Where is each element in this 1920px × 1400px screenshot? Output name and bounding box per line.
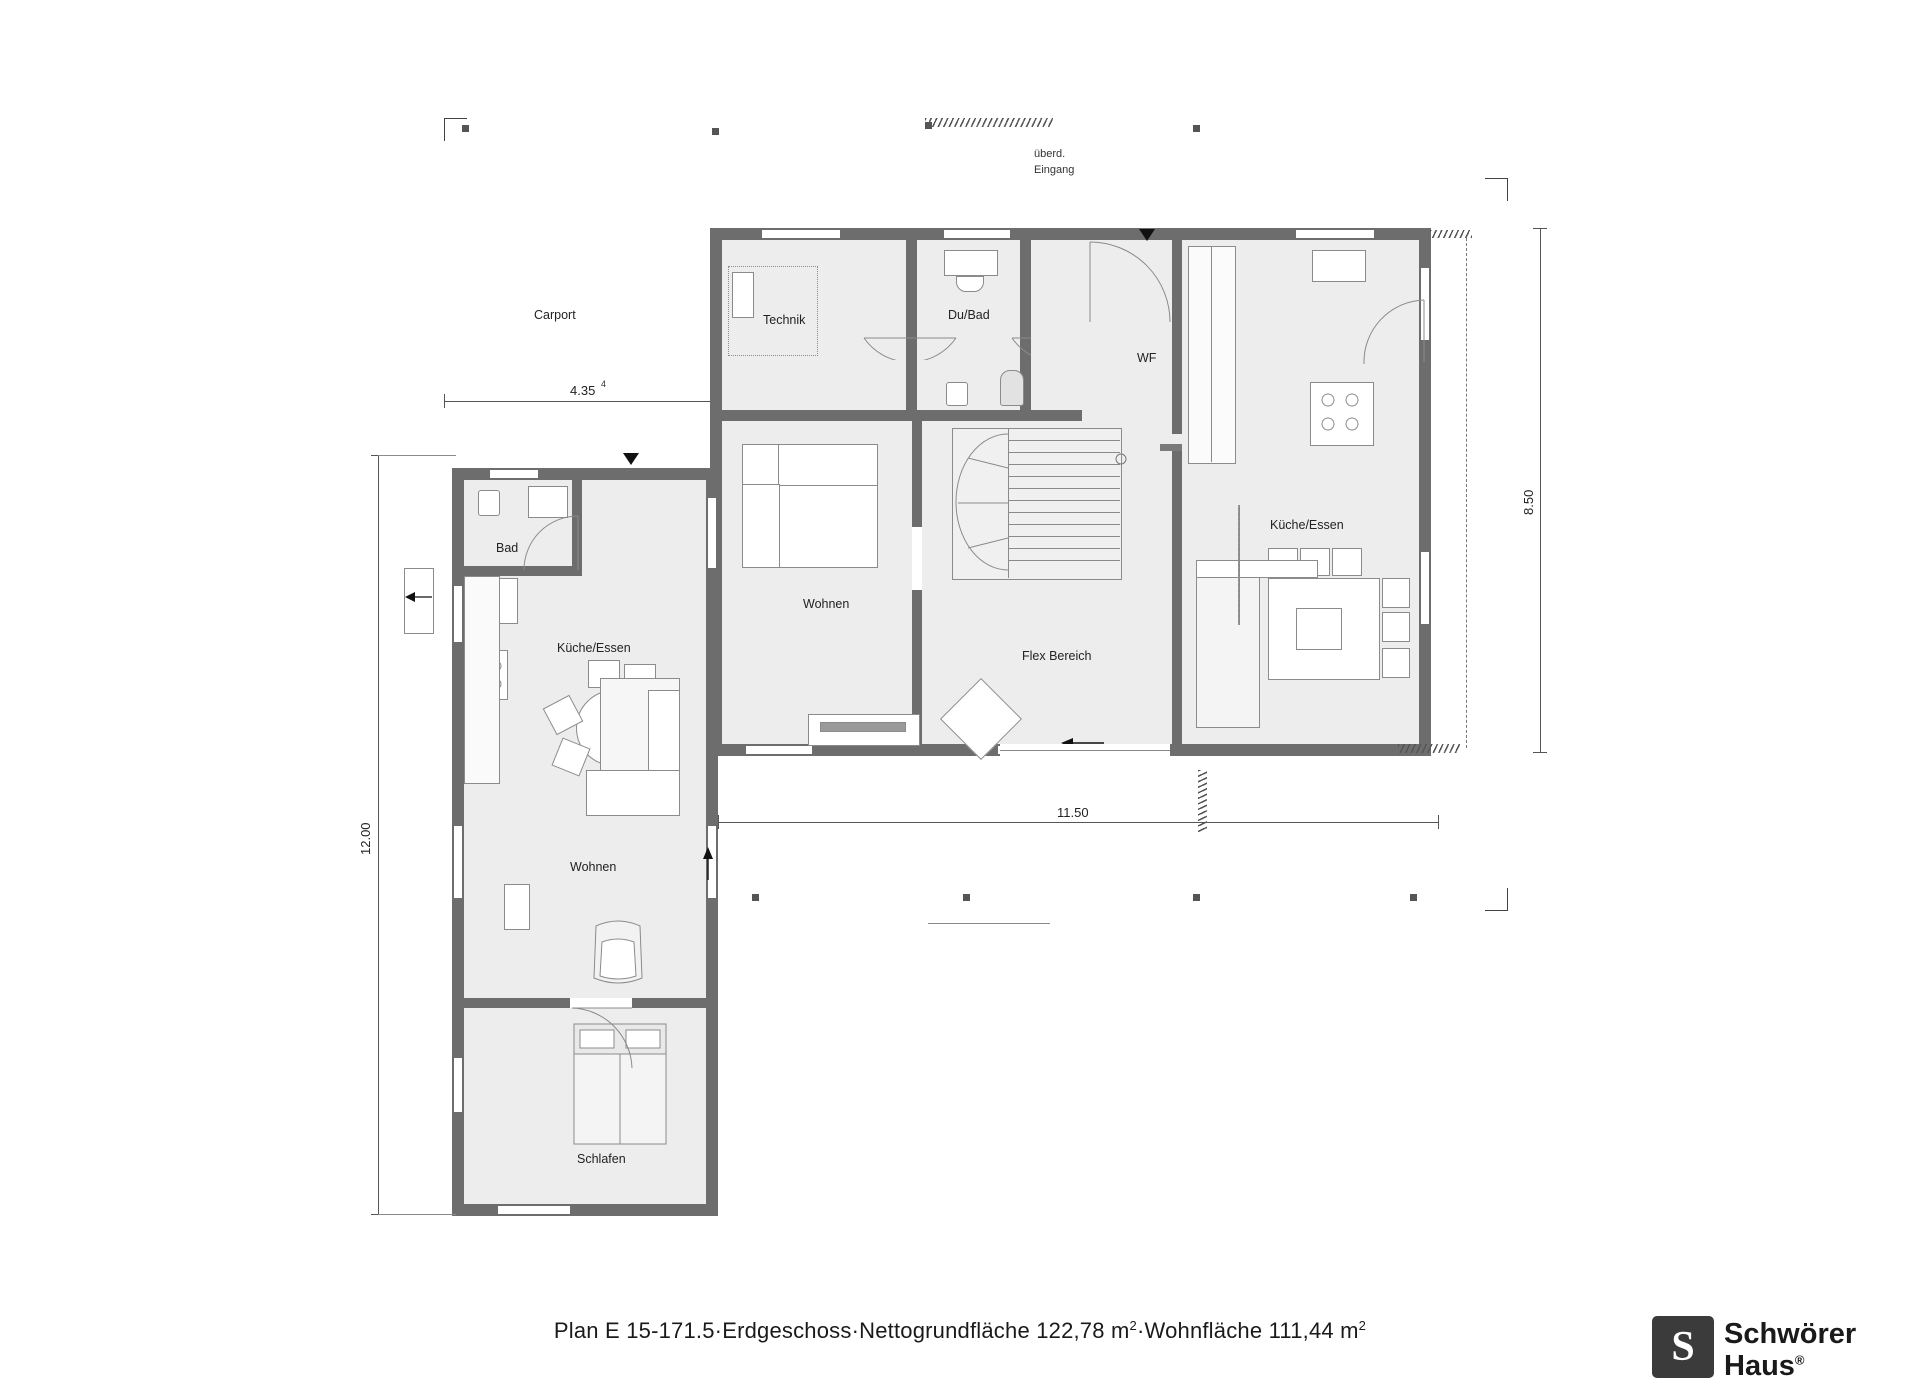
bench-right	[1196, 566, 1260, 728]
stair-step	[1008, 524, 1120, 525]
logo-line-2	[1724, 1350, 1805, 1383]
window-main-top-1	[762, 230, 840, 238]
stair-step	[1008, 560, 1120, 561]
stair-step	[1008, 464, 1120, 465]
stair-step	[1008, 536, 1120, 537]
wall-kitchen-stub	[1160, 444, 1182, 451]
dimension-top-horizontal: 4.35	[570, 383, 596, 398]
site-marker	[1193, 125, 1200, 132]
stair-step	[1008, 512, 1120, 513]
stair-step	[1008, 476, 1120, 477]
room-label-bad: Bad	[496, 541, 519, 555]
window-main-top-3	[1296, 230, 1374, 238]
logo-line-1: Schwörer	[1724, 1318, 1857, 1350]
door-swing-schlafen	[570, 1006, 636, 1072]
sofa-left-seat	[648, 690, 680, 776]
kitchen-unit-split	[1211, 246, 1212, 462]
sliding-door-line	[1000, 750, 1170, 751]
room-label-technik: Technik	[763, 313, 806, 327]
door-swing-dubad	[860, 280, 960, 360]
caption-living-area-sup: 2	[1358, 1318, 1367, 1333]
sofa-middle-seat	[778, 444, 878, 486]
bathroom-vanity	[944, 250, 998, 276]
window-left-wing-bottom	[498, 1206, 570, 1214]
dimension-right-vertical: 8.50	[1521, 489, 1536, 515]
entrance-hatch	[925, 118, 1053, 127]
plan-caption	[0, 1318, 1920, 1344]
desk-left	[504, 884, 530, 930]
bathroom-shower	[1000, 370, 1024, 406]
dimension-line-right	[1540, 228, 1541, 753]
caption-sep-1: ·	[714, 1318, 723, 1344]
window-left-wing-top	[490, 470, 538, 478]
window-left-wing-left-2	[454, 826, 462, 898]
stair-step	[1008, 452, 1120, 453]
terrace-hatch-bottom-mid	[1198, 770, 1207, 832]
caption-net-area-sup: 2	[1129, 1318, 1137, 1333]
site-marker	[1410, 894, 1417, 901]
caption-floor: Erdgeschoss	[722, 1318, 852, 1344]
room-label-ueberd-eingang-line2: Eingang	[1034, 164, 1075, 176]
wall-kitchen-left-lower	[1172, 450, 1182, 748]
site-marker	[963, 894, 970, 901]
dimension-tick-right-bottom	[1533, 752, 1547, 753]
bathroom-toilet-left	[478, 490, 500, 516]
door-gap-wohnen	[912, 527, 922, 590]
site-marker	[752, 894, 759, 901]
wall-left-wing-bottom	[452, 1204, 718, 1216]
dimension-tick-top-left	[444, 394, 445, 408]
dining-chair	[1382, 648, 1410, 678]
dimension-tick-right-top	[1533, 228, 1547, 229]
room-label-flex-bereich: Flex Bereich	[1022, 649, 1092, 663]
site-line-bottom	[928, 923, 1050, 924]
site-corner-bottom-right	[1485, 888, 1508, 911]
guide-line-left-bottom	[378, 1214, 456, 1215]
logo-mark: S	[1671, 1324, 1695, 1370]
room-label-kueche-essen-right: Küche/Essen	[1270, 518, 1344, 532]
stair-step	[1008, 500, 1120, 501]
dimension-left-vertical: 12.00	[358, 822, 373, 855]
window-main-top-2	[944, 230, 1010, 238]
room-label-wohnen-mitte: Wohnen	[803, 597, 850, 611]
caption-sep-2: ·	[851, 1318, 860, 1344]
arrow-exterior-left	[404, 590, 434, 604]
room-label-carport: Carport	[534, 308, 576, 322]
dining-chair	[1382, 612, 1410, 642]
window-main-right-2	[1421, 552, 1429, 624]
logo-line-2-text: Haus	[1724, 1350, 1795, 1382]
kitchen-run-left	[464, 576, 500, 784]
wall-upper-horizontal-mid	[906, 410, 1082, 421]
dimension-tick-bottom-left	[718, 815, 719, 829]
dimension-line-bottom	[718, 822, 1439, 823]
room-label-dubad: Du/Bad	[948, 308, 990, 322]
dining-chair	[1332, 548, 1362, 576]
dimension-bottom-horizontal: 11.50	[1057, 805, 1089, 820]
caption-net-area: Nettogrundfläche 122,78 m	[859, 1318, 1130, 1344]
dining-chair	[1382, 578, 1410, 608]
dining-table-inner	[1296, 608, 1342, 650]
caption-living-area: Wohnfläche 111,44 m	[1144, 1318, 1359, 1344]
wall-wohnen-flex-divider	[912, 421, 922, 527]
terrace-edge-dashed	[1466, 238, 1467, 748]
dimension-top-horizontal-sup: 4	[601, 379, 607, 389]
sofa-middle-arm	[742, 484, 780, 568]
room-label-wf: WF	[1137, 351, 1157, 365]
technik-unit	[732, 272, 754, 318]
caption-plan: Plan E 15-171.5	[553, 1318, 715, 1344]
dimension-line-left	[378, 455, 379, 1215]
stair-step	[1008, 548, 1120, 549]
bathroom-toilet	[946, 382, 968, 406]
bathroom-washbasin	[956, 276, 984, 292]
guide-line-left-top	[378, 455, 456, 456]
arrow-left-wing-direction	[700, 846, 716, 882]
logo-registered: ®	[1794, 1352, 1805, 1368]
stair-handrail-dot	[1114, 452, 1128, 466]
terrace-hatch-top	[1430, 230, 1472, 238]
room-label-ueberd-eingang-line1: überd.	[1034, 148, 1066, 160]
room-label-kueche-essen-left: Küche/Essen	[557, 641, 631, 655]
stair-step	[1008, 440, 1120, 441]
kitchen-sink-right	[1312, 250, 1366, 282]
sideboard-right	[1196, 560, 1318, 578]
window-left-wing-left-1	[454, 586, 462, 642]
armchair-left	[588, 916, 648, 988]
site-corner-top-right	[1485, 178, 1508, 201]
window-left-wing-right-1	[708, 498, 716, 568]
door-swing-entry	[1088, 240, 1174, 330]
room-label-schlafen: Schlafen	[577, 1152, 626, 1166]
kitchen-tall-units	[1188, 246, 1236, 464]
dimension-tick-bottom-right	[1438, 815, 1439, 829]
window-left-wing-left-3	[454, 1058, 462, 1112]
dimension-line-top	[444, 401, 718, 402]
door-swing-bad	[520, 512, 582, 574]
site-marker	[462, 125, 469, 132]
terrace-hatch-bottom	[1398, 744, 1460, 753]
site-marker	[1193, 894, 1200, 901]
wall-upper-horizontal-left	[718, 410, 917, 421]
kitchen-hob-icon	[1314, 386, 1368, 440]
caption-sep-3: ·	[1136, 1318, 1145, 1344]
window-main-bottom-1	[746, 746, 812, 754]
site-marker	[712, 128, 719, 135]
tv-middle	[820, 722, 906, 732]
sofa-left-lower	[586, 770, 680, 816]
arrow-left-wing-entry	[622, 452, 640, 466]
kitchen-guide-line	[1238, 505, 1240, 625]
door-swing-kitchen-right	[1358, 296, 1428, 370]
room-label-wohnen-links: Wohnen	[570, 860, 617, 874]
stair-curve	[952, 428, 1012, 578]
stair-step	[1008, 488, 1120, 489]
brand-logo	[1652, 1312, 1882, 1384]
arrow-entry-direction	[1138, 228, 1156, 242]
